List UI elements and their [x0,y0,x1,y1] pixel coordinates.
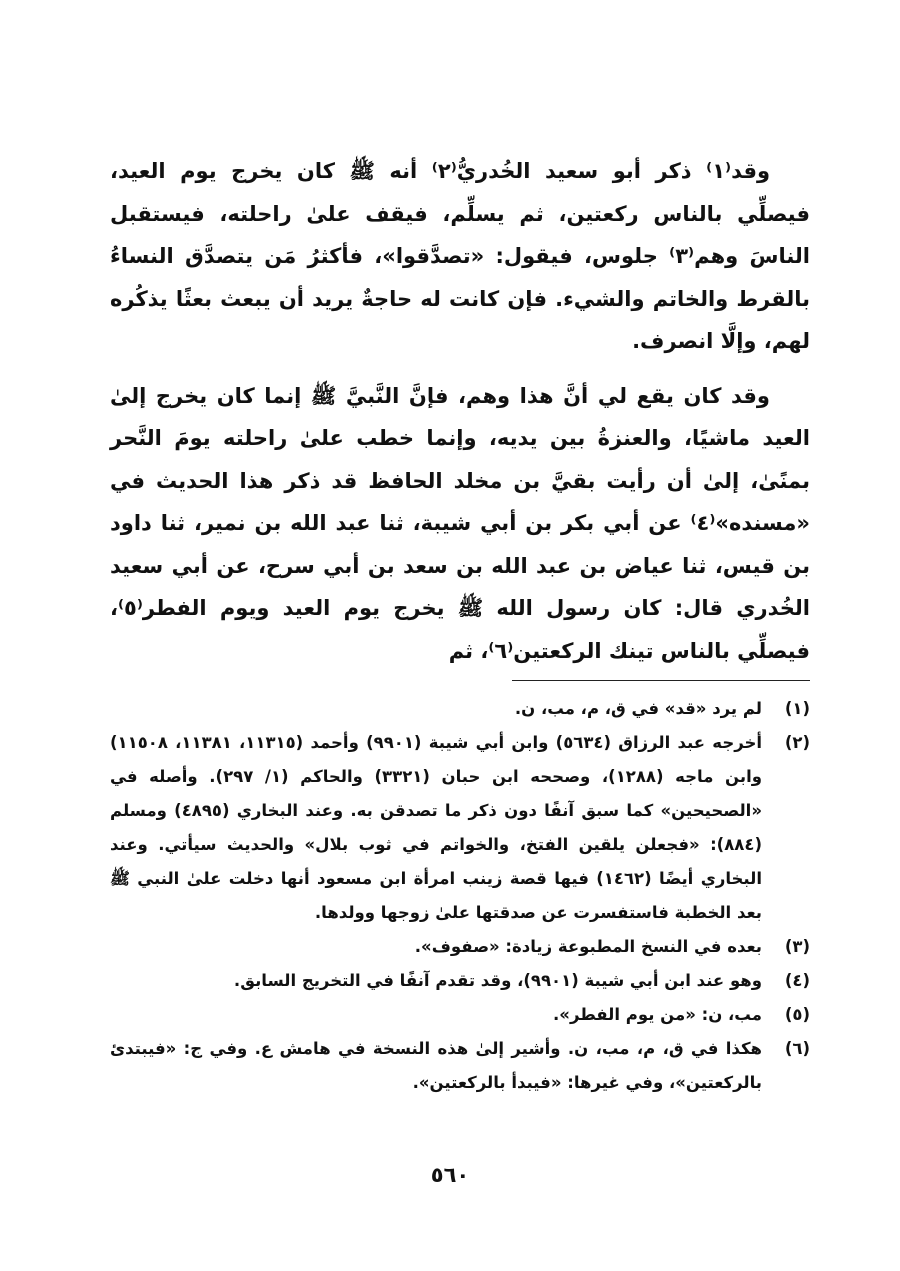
footnote-number: (٤) [784,971,810,990]
footnote-number: (١) [784,699,810,718]
page-number: ٥٦٠ [430,1163,470,1187]
footnote-text: مب، ن: «من يوم الفطر». [553,1005,762,1024]
footnote [110,998,810,1032]
footnote [110,1032,810,1100]
main-text [110,150,810,684]
footnote-number: (٦) [784,1039,810,1058]
footnote-text: أخرجه عبد الرزاق (٥٦٣٤) وابن أبي شيبة (٩٩٠١) وأحمد (١١٣١٥، ١١٣٨١، ١١٥٠٨) وابن ماجه (١٢٨٨)، وصححه ابن حبان (٣٣٢١) والحاكم (١/ ٢٩٧). وأصله في «الصحيحين» كما سبق آنفًا دون ذكر ما تصدقن به. وعند البخاري (٤٨٩٥) ومسلم (٨٨٤): «فجعلن يلقين الفتخ، والخواتم في ثوب بلال» والحديث سيأتي. وعند البخاري أيضًا (١٤٦٢) فيها قصة زينب امرأة ابن مسعود أنها دخلت علىٰ النبي ﷺ بعد الخطبة فاستفسرت عن صدقتها علىٰ زوجها وولدها. [110,733,763,922]
footnote-text: بعده في النسخ المطبوعة زيادة: «صفوف». [414,937,762,956]
footnote-number: (٢) [784,733,810,752]
footnote-text: لم يرد «قد» في ق، م، مب، ن. [514,699,762,718]
footnote-text: هكذا في ق، م، مب، ن. وأشير إلىٰ هذه النسخة في هامش ع. وفي ج: «فيبتدئ بالركعتين»، وفي غيرها: «فيبدأ بالركعتين». [110,1039,762,1092]
footnote-separator [512,680,810,681]
paragraph-2: وقد كان يقع لي أنَّ هذا وهم، فإنَّ النَّبيَّ ﷺ إنما كان يخرج إلىٰ العيد ماشيًا، والعنزةُ بين يديه، وإنما خطب علىٰ راحلته يومَ النَّحر بمنًىٰ، إلىٰ أن رأيت بقيَّ بن مخلد الحافظ قد ذكر هذا الحديث في «مسنده»⁽٤⁾ عن أبي بكر بن أبي شيبة، ثنا عبد الله بن نمير، ثنا داود بن قيس، ثنا عياض بن عبد الله بن سعد بن أبي سرح، عن أبي سعيد الخُدري قال: كان رسول الله ﷺ يخرج يوم العيد ويوم الفطر⁽٥⁾، فيصلِّي بالناس تينك الركعتين⁽٦⁾، ثم [110,383,810,663]
footnote [110,692,810,726]
footnote [110,964,810,998]
footnote-number: (٣) [784,937,810,956]
footnotes [110,692,810,1100]
footnote-text: وهو عند ابن أبي شيبة (٩٩٠١)، وقد تقدم آنفًا في التخريج السابق. [233,971,762,990]
footnote [110,726,810,930]
paragraph-1: وقد⁽١⁾ ذكر أبو سعيد الخُدريُّ⁽٢⁾ أنه ﷺ كان يخرج يوم العيد، فيصلِّي بالناس ركعتين، ثم يسلِّم، فيقف علىٰ راحلته، فيستقبل الناسَ وهم⁽٣⁾ جلوس، فيقول: «تصدَّقوا»، فأكثرُ مَن يتصدَّق النساءُ بالقرط والخاتم والشيء. فإن كانت له حاجةٌ يريد أن يبعث بعثًا يذكُره لهم، وإلَّا انصرف. [110,159,810,353]
footnote [110,930,810,964]
footnote-number: (٥) [784,1005,810,1024]
